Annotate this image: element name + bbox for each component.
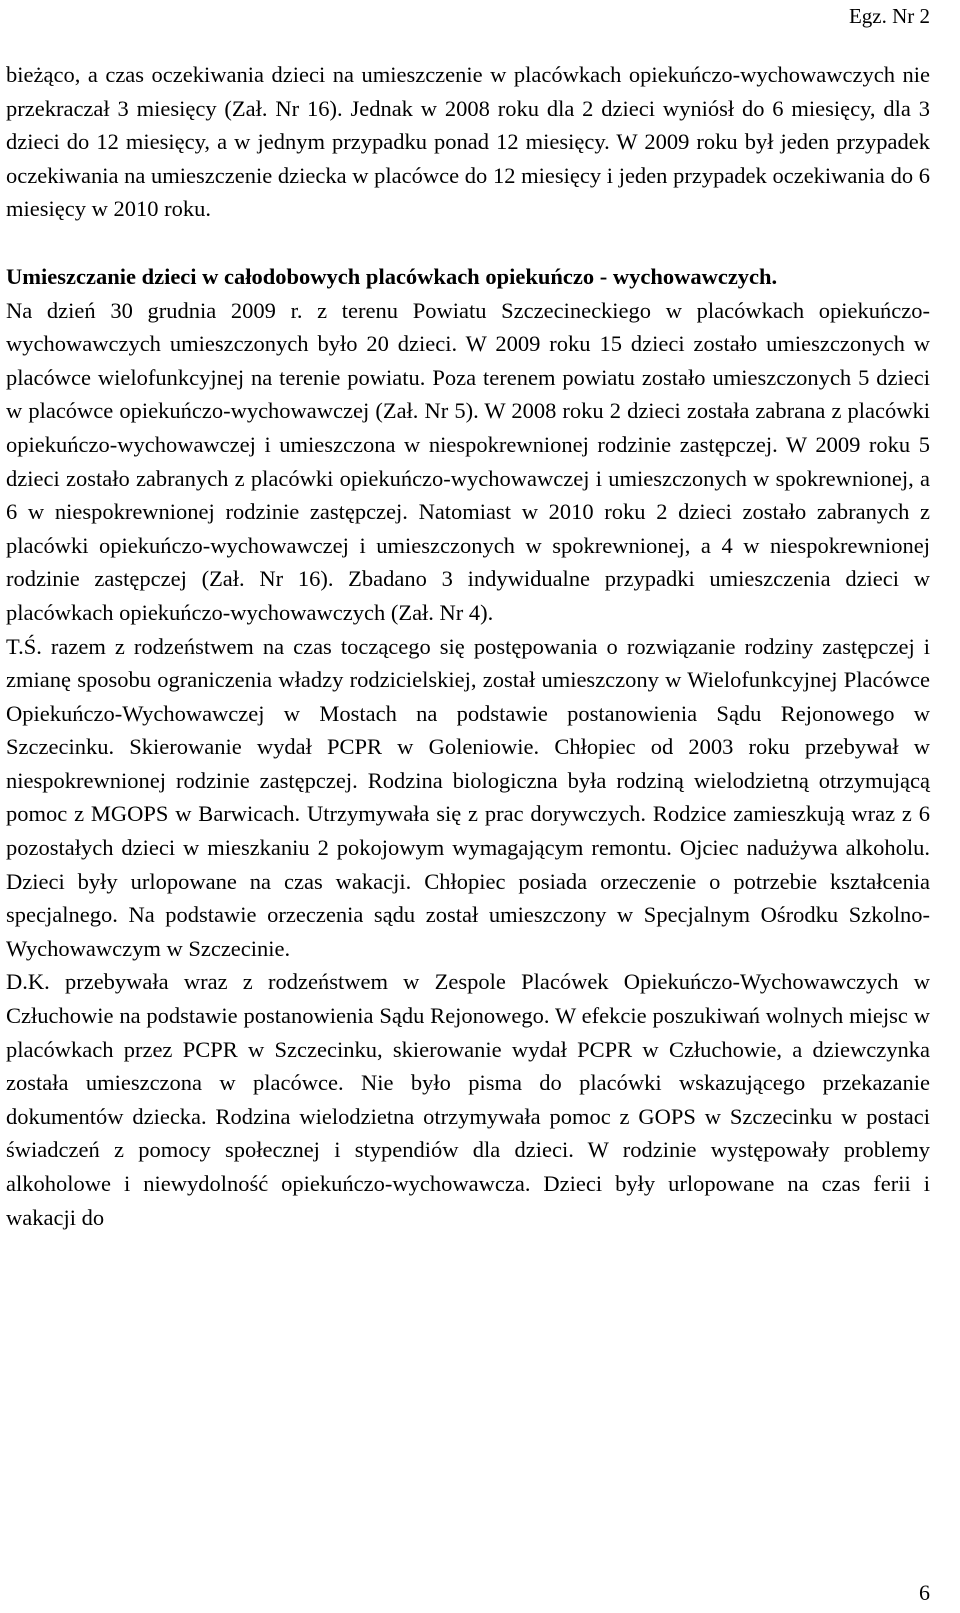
page-number: 6: [919, 1580, 930, 1605]
paragraph-case-ts: T.Ś. razem z rodzeństwem na czas toczącego się postępowania o rozwiązanie rodziny zastępczej i zmianę sposobu ograniczenia władzy rodzicielskiej, został umieszczony w Wielofunkcyjnej Placówce Opiekuńczo-Wychowawczej w Mostach na podstawie postanowienia Sądu Rejonowego w Szczecinku. Skierowanie wydał PCPR w Goleniowie. Chłopiec od 2003 roku przebywał w niespokrewnionej rodzinie zastępczej. Rodzina biologiczna była rodziną wielodzietną otrzymującą pomoc z MGOPS w Barwicach. Utrzymywała się z prac dorywczych. Rodzice zamieszkują wraz z 6 pozostałych dzieci w mieszkaniu 2 pokojowym wymagającym remontu. Ojciec nadużywa alkoholu. Dzieci były urlopowane na czas wakacji. Chłopiec posiada orzeczenie o potrzebie kształcenia specjalnego. Na podstawie orzeczenia sądu został umieszczony w Specjalnym Ośrodku Szkolno-Wychowawczym w Szczecinie.: [6, 633, 930, 961]
paragraph-case-dk: D.K. przebywała wraz z rodzeństwem w Zespole Placówek Opiekuńczo-Wychowawczych w Człuchowie na podstawie postanowienia Sądu Rejonowego. W efekcie poszukiwań wolnych miejsc w placówkach przez PCPR w Szczecinku, skierowanie wydał PCPR w Człuchowie, a dziewczynka została umieszczona w placówce. Nie było pisma do placówki wskazującego przekazanie dokumentów dziecka. Rodzina wielodzietna otrzymywała pomoc z GOPS w Szczecinku w postaci świadczeń z pomocy społecznej i stypendiów dla dzieci. W rodzinie występowały problemy alkoholowe i niewydolność opiekuńczo-wychowawcza. Dzieci były urlopowane na czas ferii i wakacji do: [6, 969, 930, 1230]
document-body: [6, 58, 930, 1234]
paragraph-placement-stats: Na dzień 30 grudnia 2009 r. z terenu Powiatu Szczecineckiego w placówkach opiekuńczo-wychowawczych umieszczonych było 20 dzieci. W 2009 roku 15 dzieci zostało umieszczonych w placówce wielofunkcyjnej na terenie powiatu. Poza terenem powiatu zostało umieszczonych 5 dzieci w placówce opiekuńczo-wychowawczej (Zał. Nr 5). W 2008 roku 2 dzieci została zabrana z placówki opiekuńczo-wychowawczej i umieszczona w niespokrewnionej rodzinie zastępczej. W 2009 roku 5 dzieci zostało zabranych z placówki opiekuńczo-wychowawczej i umieszczonych w spokrewnionej, a 6 w niespokrewnionej rodzinie zastępczej. Natomiast w 2010 roku 2 dzieci zostało zabranych z placówki opiekuńczo-wychowawczej i umieszczonych w spokrewnionej, a 4 w niespokrewnionej rodzinie zastępczej (Zał. Nr 16). Zbadano 3 indywidualne przypadki umieszczenia dzieci w placówkach opiekuńczo-wychowawczych (Zał. Nr 4).: [6, 297, 930, 625]
section-heading: Umieszczanie dzieci w całodobowych placówkach opiekuńczo - wychowawczych.: [6, 263, 778, 289]
copy-number-label: Egz. Nr 2: [848, 4, 930, 28]
paragraph-waiting-time: bieżąco, a czas oczekiwania dzieci na umieszczenie w placówkach opiekuńczo-wychowawczych nie przekraczał 3 miesięcy (Zał. Nr 16). Jednak w 2008 roku dla 2 dzieci wyniósł do 6 miesięcy, dla 3 dzieci do 12 miesięcy, a w jednym przypadku ponad 12 miesięcy. W 2009 roku był jeden przypadek oczekiwania na umieszczenie dziecka w placówce do 12 miesięcy i jeden przypadek oczekiwania do 6 miesięcy w 2010 roku.: [6, 62, 930, 222]
